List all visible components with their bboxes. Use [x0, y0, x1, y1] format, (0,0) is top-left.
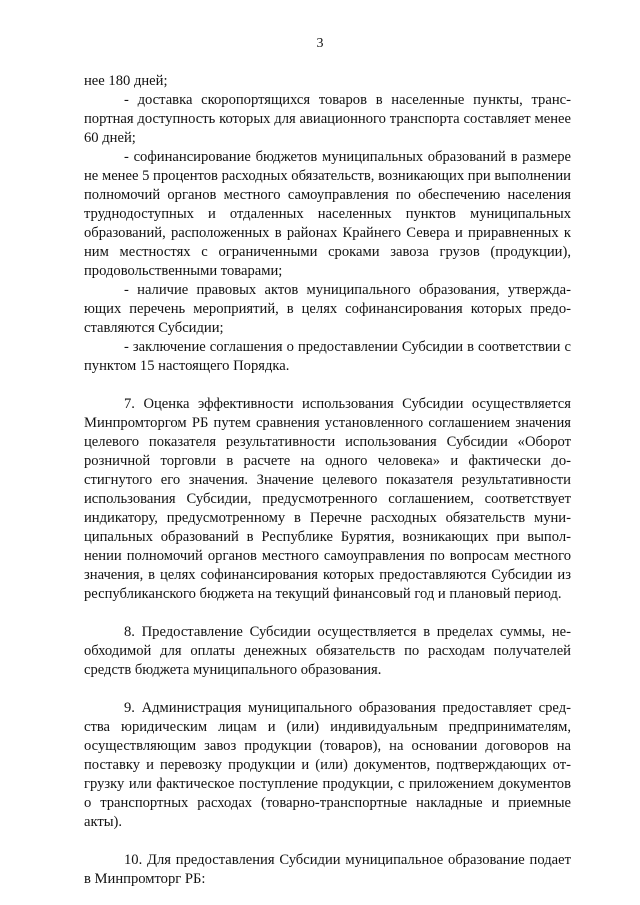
paragraph: - софинансирование бюджетов муниципальных образований в размере не менее 5 процентов расходных обязательств, возникающих при выполнении полномочий органов местного самоуправления по обеспечению населения труднодоступных и отдаленных населенных пунктов муниципальных образований, расположенных в районах Крайнего Севера и приравненных к ним местностях с ограниченными сроками завоза грузов (продукции), продовольственными товарами; — [84, 149, 571, 279]
paragraph-item-10: 10. Для предоставления Субсидии муниципальное образование подает в Минпромторг РБ: — [84, 852, 571, 887]
paragraph-item-8: 8. Предоставление Субсидии осуществляется в пределах суммы, необходимой для оплаты денежных обязательств по расходам получателей средств бюджета муниципального образования. — [84, 624, 571, 678]
paragraph: - заключение соглашения о предоставлении Субсидии в соответствии с пунктом 15 настоящего Порядка. — [84, 339, 571, 374]
paragraph: - доставка скоропортящихся товаров в населенные пункты, транспортная доступность которых для авиационного транспорта составляет менее 60 дней; — [84, 92, 571, 146]
document-body — [84, 72, 571, 889]
paragraph: нее 180 дней; — [84, 73, 168, 89]
paragraph: - наличие правовых актов муниципального образования, утверждающих перечень мероприятий, в целях софинансирования которых предоставляются Субсидии; — [84, 282, 571, 336]
paragraph-item-9: 9. Администрация муниципального образования предоставляет средства юридическим лицам и (или) индивидуальным предпринимателям, осуществляющим завоз продукции (товаров), на основании договоров на поставку и перевозку продукции и (или) документов, подтверждающих отгрузку или фактическое поступление продукции, с приложением документов о транспортных расходах (товарно-транспортные накладные и приемные акты). — [84, 700, 571, 830]
page-number: 3 — [316, 36, 324, 51]
paragraph-item-7: 7. Оценка эффективности использования Субсидии осуществляется Минпромторгом РБ путем сравнения установленного соглашением значения целевого показателя результативности использования Субсидии «Оборот розничной торговли в расчете на одного человека» и фактически достигнутого его значения. Значение целевого показателя результативности использования Субсидии, предусмотренного соглашением, соответствует индикатору, предусмотренному в Перечне расходных обязательств муниципальных образований в Республике Бурятия, возникающих при выполнении полномочий органов местного самоуправления по вопросам местного значения, в целях софинансирования которых предоставляются Субсидии из республиканского бюджета на текущий финансовый год и плановый период. — [84, 396, 571, 602]
